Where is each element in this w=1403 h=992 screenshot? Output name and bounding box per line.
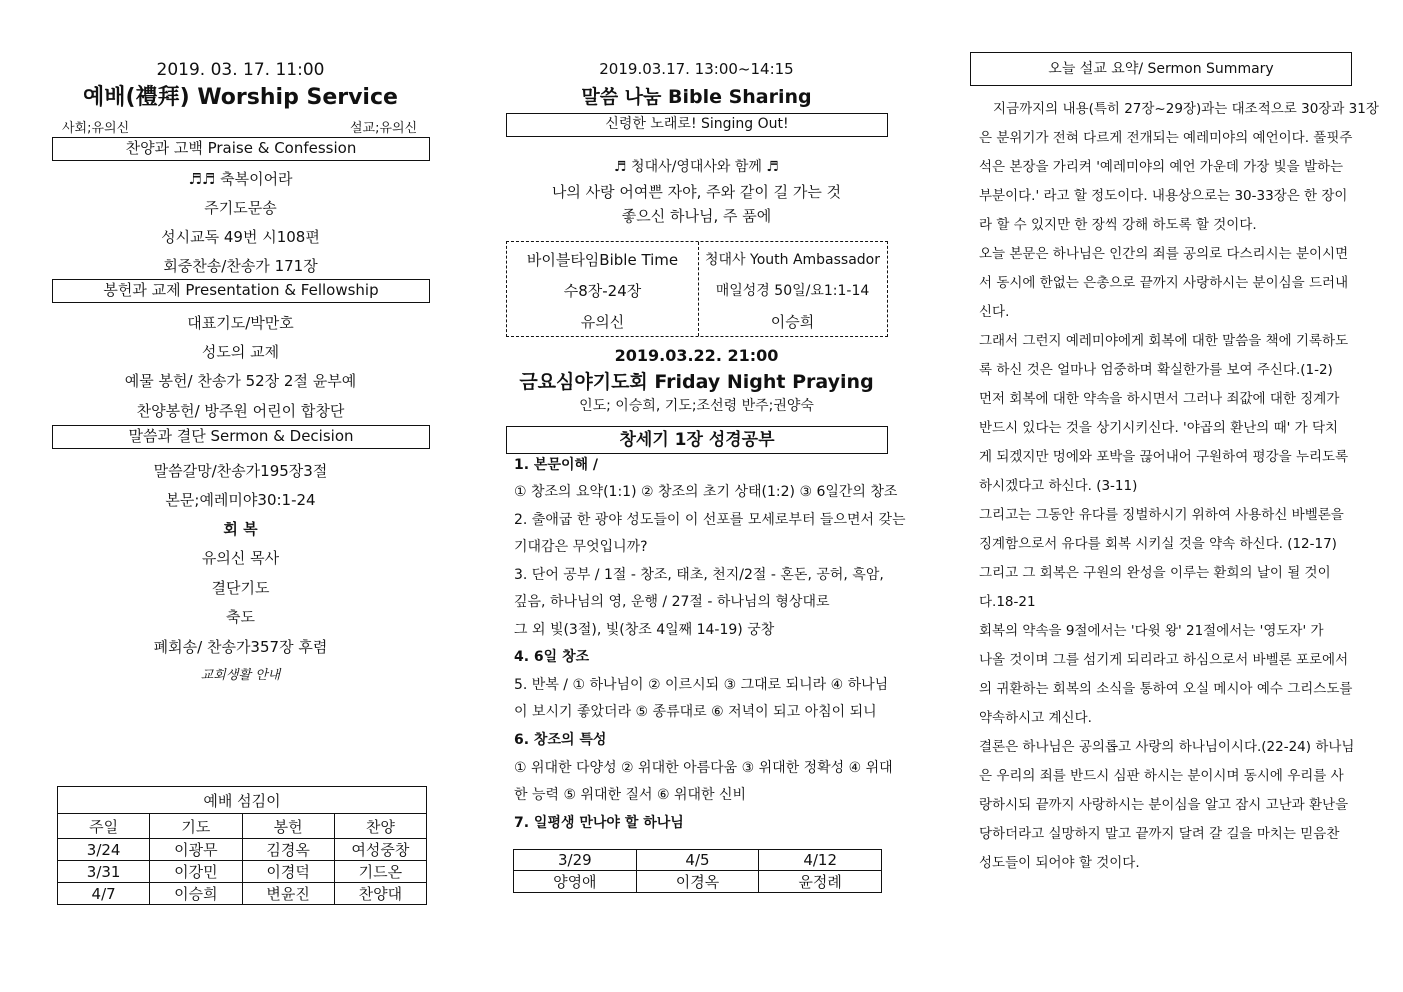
s3-item: 결단기도 [211, 579, 270, 597]
table-row [58, 883, 427, 905]
duty-header: 주일 [58, 814, 150, 839]
host-label: 사회;유의신 [62, 121, 130, 136]
schedule-name: 양영애 [514, 871, 637, 893]
s2-item: 대표기도/박만호 [187, 314, 294, 332]
friday-date: 2019.03.22. 21:00 [614, 346, 779, 365]
summary-line: 서 동시에 한없는 은총으로 끝까지 사랑하시는 분이심을 드러내 [979, 275, 1349, 291]
table-row [58, 839, 427, 861]
s3-item: 폐회송/ 찬송가357장 후렴 [153, 638, 328, 656]
summary-line: 그래서 그런지 예레미야에게 회복에 대한 말씀을 책에 기록하도 [979, 333, 1349, 349]
schedule-name: 윤정례 [759, 871, 882, 893]
summary-line: 나올 것이며 그를 섬기게 되리라고 하심으로서 바벨론 포로에서 [979, 652, 1349, 668]
duty-cell: 기드온 [334, 861, 426, 883]
duty-header: 찬양 [334, 814, 426, 839]
s2-item: 찬양봉헌/ 방주원 어린이 합창단 [136, 402, 345, 420]
summary-line: 은 분위기가 전혀 다르게 전개되는 예레미야의 예언이다. 풀핏주 [979, 130, 1353, 146]
s1-item: 성시교독 49번 시108편 [161, 228, 320, 246]
church-life-label: 교회생활 안내 [200, 668, 281, 683]
duty-cell: 이경덕 [242, 861, 334, 883]
bible-sharing-title: 말씀 나눔 Bible Sharing [581, 86, 812, 108]
summary-line: 오늘 본문은 하나님은 인간의 죄를 공의로 다스리시는 분이시면 [979, 246, 1349, 262]
duty-cell: 김경옥 [242, 839, 334, 861]
worship-date: 2019. 03. 17. 11:00 [156, 60, 325, 80]
duty-title: 예배 섬김이 [58, 787, 427, 814]
worship-title: 예배(禮拜) Worship Service [83, 85, 398, 110]
summary-line: 게 되겠지만 멍에와 포박을 끊어내어 구원하여 평강을 누리도록 [979, 449, 1349, 465]
study-heading: 4. 6일 창조 [514, 649, 590, 665]
summary-line: 은 우리의 죄를 반드시 심판 하시는 분이시며 동시에 우리를 사 [979, 768, 1344, 784]
schedule-date: 3/29 [514, 850, 637, 871]
duty-header: 기도 [150, 814, 242, 839]
study-line: 5. 반복 / ① 하나님이 ② 이르시되 ③ 그대로 되니라 ④ 하나님 [514, 677, 889, 693]
duty-cell: 이강민 [150, 861, 242, 883]
summary-line: 하시겠다고 하신다. (3-11) [979, 478, 1138, 494]
schedule-table [513, 849, 882, 893]
s3-item: 축도 [226, 608, 255, 626]
preacher-label: 설교;유의신 [350, 121, 418, 136]
sermon-summary-title: 오늘 설교 요약/ Sermon Summary [970, 52, 1352, 86]
schedule-date: 4/5 [636, 850, 759, 871]
duty-cell: 4/7 [58, 883, 150, 905]
study-title-box: 창세기 1장 성경공부 [506, 426, 888, 454]
s2-item: 성도의 교제 [201, 343, 280, 361]
study-heading: 1. 본문이해 / [514, 457, 599, 473]
study-heading: 7. 일평생 만나야 할 하나님 [514, 815, 684, 831]
bible-time-box [506, 241, 888, 337]
summary-line: 랑하시되 끝까지 사랑하시는 분이심을 알고 잠시 고난과 환난을 [979, 797, 1349, 813]
s1-item: ♬♬ 축복이어라 [188, 170, 293, 188]
duty-cell: 여성중창 [334, 839, 426, 861]
summary-line: 의 귀환하는 회복의 소식을 통하여 오실 메시아 예수 그리스도를 [979, 681, 1353, 697]
singing-line: 나의 사랑 어여쁜 자야, 주와 같이 길 가는 것 [551, 183, 842, 201]
summary-line: 징계함으로서 유다를 회복 시키실 것을 약속 하신다. (12-17) [979, 536, 1337, 552]
sermon-title: 회 복 [223, 520, 258, 538]
singing-line: ♬ 청대사/영대사와 함께 ♬ [614, 159, 779, 175]
s3-item: 유의신 목사 [201, 549, 280, 567]
bible-sharing-date: 2019.03.17. 13:00~14:15 [599, 60, 794, 78]
s1-item: 회중찬송/찬송가 171장 [163, 257, 318, 275]
schedule-name: 이경옥 [636, 871, 759, 893]
summary-line: 그리고 그 회복은 구원의 완성을 이루는 환희의 날이 될 것이 [979, 565, 1331, 581]
summary-line: 그리고는 그동안 유다를 징벌하시기 위하여 사용하신 바벨론을 [979, 507, 1344, 523]
summary-line: 결론은 하나님은 공의롭고 사랑의 하나님이시다.(22-24) 하나님 [979, 739, 1355, 755]
summary-line: 다.18-21 [979, 594, 1036, 610]
s3-item: 말씀갈망/찬송가195장3절 [153, 462, 328, 480]
duty-cell: 3/31 [58, 861, 150, 883]
section-presentation-fellowship: 봉헌과 교제 Presentation & Fellowship [52, 279, 430, 303]
study-line: 이 보시기 좋았더라 ⑤ 종류대로 ⑥ 저녁이 되고 아침이 되니 [514, 704, 877, 720]
bible-time-range: 수8장-24장 [563, 282, 642, 300]
duty-cell: 이광무 [150, 839, 242, 861]
duty-table [57, 786, 427, 905]
schedule-date: 4/12 [759, 850, 882, 871]
summary-line: 성도들이 되어야 할 것이다. [979, 855, 1140, 871]
study-line: ① 위대한 다양성 ② 위대한 아름다움 ③ 위대한 정확성 ④ 위대 [514, 760, 893, 776]
youth-ambassador-range: 매일성경 50일/요1:1-14 [715, 283, 870, 299]
duty-cell: 3/24 [58, 839, 150, 861]
bible-time-leader: 유의신 [580, 313, 625, 331]
summary-line: 라 할 수 있지만 한 장씩 강해 하도록 할 것이다. [979, 217, 1257, 233]
study-line: 3. 단어 공부 / 1절 - 창조, 태초, 천지/2절 - 혼돈, 공허, 흑암, [514, 567, 884, 583]
study-line: 기대감은 무엇입니까? [514, 539, 648, 555]
duty-cell: 찬양대 [334, 883, 426, 905]
table-row [514, 850, 882, 871]
s2-item: 예물 봉헌/ 찬송가 52장 2절 윤부예 [124, 372, 357, 390]
duty-header: 봉헌 [242, 814, 334, 839]
summary-line: 먼저 회복에 대한 약속을 하시면서 그러나 죄값에 대한 징계가 [979, 391, 1340, 407]
summary-line: 회복의 약속을 9절에서는 '다윗 왕' 21절에서는 '영도자' 가 [979, 623, 1324, 639]
table-row [514, 871, 882, 893]
friday-title: 금요심야기도회 Friday Night Praying [519, 371, 874, 393]
summary-line: 약속하시고 계신다. [979, 710, 1092, 726]
study-line: 한 능력 ⑤ 위대한 질서 ⑥ 위대한 신비 [514, 787, 747, 803]
youth-ambassador-leader: 이승희 [770, 313, 815, 331]
singing-line: 좋으신 하나님, 주 품에 [621, 207, 772, 225]
study-heading: 6. 창조의 특성 [514, 732, 607, 748]
youth-ambassador-title: 청대사 Youth Ambassador [704, 252, 881, 268]
duty-cell: 변윤진 [242, 883, 334, 905]
study-line: 2. 출애굽 한 광야 성도들이 이 선포를 모세로부터 들으면서 갖는 [514, 512, 906, 528]
friday-roles: 인도; 이승희, 기도;조선령 반주;권양숙 [579, 398, 814, 414]
summary-line: 록 하신 것은 얼마나 엄중하며 확실한가를 보여 주신다.(1-2) [979, 362, 1333, 378]
study-line: ① 창조의 요약(1:1) ② 창조의 초기 상태(1:2) ③ 6일간의 창조 [514, 484, 898, 500]
summary-line: 당하더라고 실망하지 말고 끝까지 달려 갈 길을 마치는 믿음찬 [979, 826, 1340, 842]
summary-line: 신다. [979, 304, 1010, 320]
study-line: 그 외 빛(3절), 빛(창조 4일째 14-19) 궁창 [514, 622, 775, 638]
singing-out-box: 신령한 노래로! Singing Out! [506, 113, 888, 137]
table-row [58, 861, 427, 883]
summary-line: 반드시 있다는 것을 상기시키신다. '야곱의 환난의 때' 가 닥치 [979, 420, 1339, 436]
section-sermon-decision: 말씀과 결단 Sermon & Decision [52, 425, 430, 449]
summary-line: 석은 본장을 가리켜 '예레미야의 예언 가운데 가장 빛을 발하는 [979, 159, 1344, 175]
s1-item: 주기도문송 [204, 199, 277, 217]
bible-time-title: 바이블타임Bible Time [526, 251, 679, 269]
summary-line: 부분이다.' 라고 할 정도이다. 내용상으로는 30-33장은 한 장이 [979, 188, 1348, 204]
study-line: 깊음, 하나님의 영, 운행 / 27절 - 하나님의 형상대로 [514, 594, 830, 610]
duty-cell: 이승희 [150, 883, 242, 905]
section-praise-confession: 찬양과 고백 Praise & Confession [52, 137, 430, 161]
s3-item: 본문;예레미야30:1-24 [165, 491, 316, 509]
summary-line: 지금까지의 내용(특히 27장~29장)과는 대조적으로 30장과 31장 [993, 101, 1379, 117]
